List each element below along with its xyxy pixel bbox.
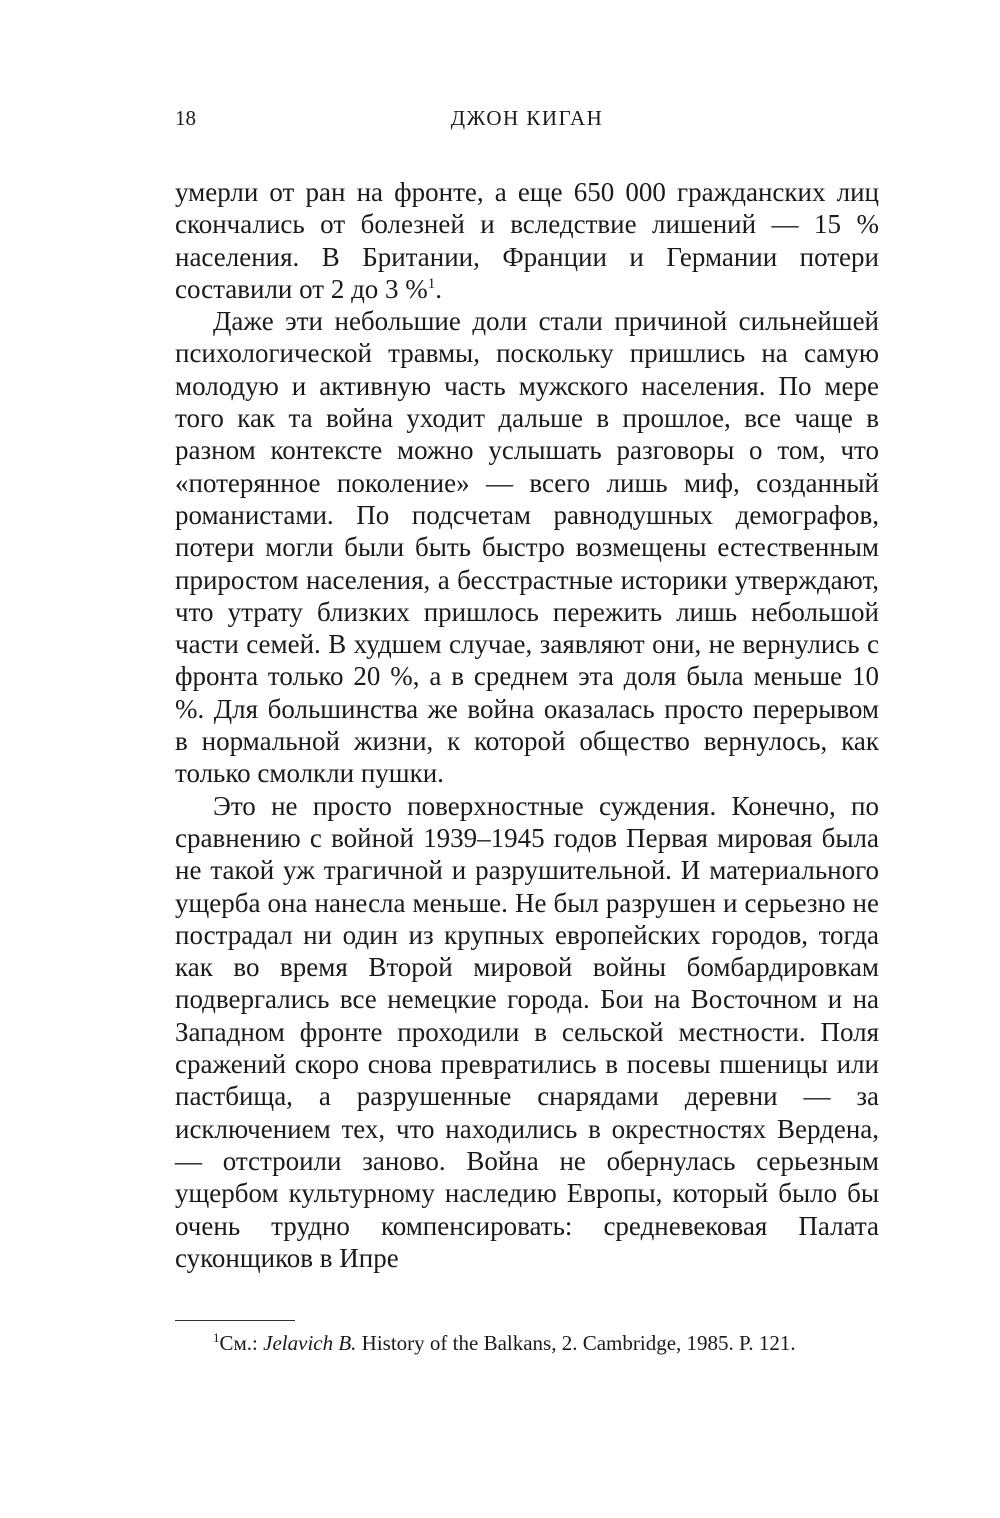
footnote-marker: 1 bbox=[213, 1330, 220, 1345]
page-number: 18 bbox=[175, 106, 196, 130]
running-title: ДЖОН КИГАН bbox=[450, 106, 604, 130]
body-text bbox=[175, 176, 879, 1274]
paragraph-3: Это не просто поверхностные суждения. Конечно, по сравнению с войной 1939–1945 годов Первая мировая была не такой уж трагичной и разрушительной. И материального ущерба она нанесла меньше. Не был разрушен и серьезно не пострадал ни один из крупных европейских городов, тогда как во время Второй мировой войны бомбардировкам подвергались все немецкие города. Бои на Восточном и на Западном фронте проходили в сельской местности. Поля сражений скоро снова превратились в посевы пшеницы или пастбища, а разрушенные снарядами деревни — за исключением тех, что находились в окрестностях Вердена, — отстроили заново. Война не обернулась серьезным ущербом культурному наследию Европы, который было бы очень трудно компенсировать: средневековая Палата суконщиков в Ипре bbox=[175, 790, 879, 1273]
footnote-divider bbox=[175, 1320, 295, 1321]
paragraph-1-tail: . bbox=[435, 273, 443, 304]
running-head bbox=[175, 100, 879, 134]
footnote-prefix: См.: bbox=[219, 1331, 264, 1355]
footnote-citation: History of the Balkans, 2. Cambridge, 1985. P. 121. bbox=[356, 1331, 796, 1355]
footnote-author: Jelavich B. bbox=[263, 1331, 357, 1355]
footnote bbox=[175, 1330, 879, 1356]
paragraph-1-text: умерли от ран на фронте, а еще 650 000 гражданских лиц скончались от болезней и вследствие лишений — 15 % населения. В Британии, Франции и Германии потери составили от 2 до 3 % bbox=[175, 177, 879, 304]
footnote-reference: 1 bbox=[427, 275, 436, 292]
paragraph-1 bbox=[175, 176, 879, 305]
paragraph-2: Даже эти небольшие доли стали причиной сильнейшей психологической травмы, поскольку пришлись на самую молодую и активную часть мужского населения. По мере того как та война уходит дальше в прошлое, все чаще в разном контексте можно услышать разговоры о том, что «потерянное поколение» — всего лишь миф, созданный романистами. По подсчетам равнодушных демографов, потери могли были быть быстро возмещены естественным приростом населения, а бесстрастные историки утверждают, что утрату близких пришлось пережить лишь небольшой части семей. В худшем случае, заявляют они, не вернулись с фронта только 20 %, а в среднем эта доля была меньше 10 %. Для большинства же война оказалась просто перерывом в нормальной жизни, к которой общество вернулось, как только смолкли пушки. bbox=[175, 306, 879, 789]
